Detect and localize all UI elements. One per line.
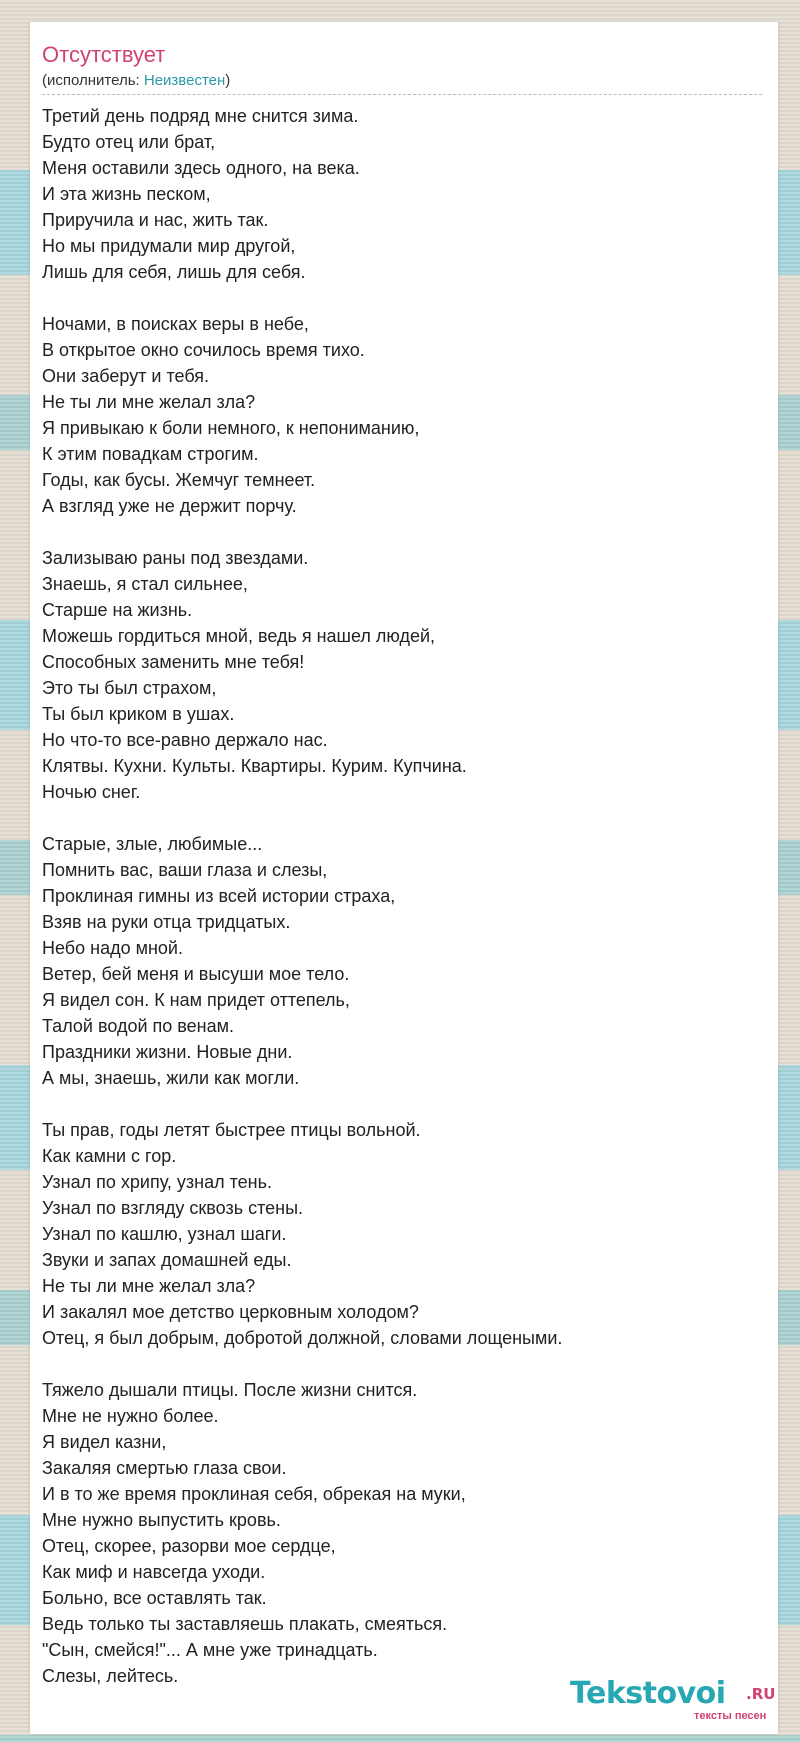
lyric-line: А взгляд уже не держит порчу. (42, 496, 297, 516)
artist-suffix: ) (225, 72, 231, 89)
lyric-line: Ты был криком в ушах. (42, 704, 235, 724)
lyric-line: Взяв на руки отца тридцатых. (42, 912, 291, 932)
lyric-line: Третий день подряд мне снится зима. (42, 106, 359, 126)
lyric-line: Я видел казни, (42, 1432, 167, 1452)
lyric-line: Но мы придумали мир другой, (42, 236, 296, 256)
stanza-gap (42, 1351, 762, 1377)
lyric-line: Мне нужно выпустить кровь. (42, 1510, 281, 1530)
lyric-line: Мне не нужно более. (42, 1406, 219, 1426)
stanza-gap (42, 519, 762, 545)
lyric-line: Это ты был страхом, (42, 678, 217, 698)
lyric-line: Я привыкаю к боли немного, к непониманию, (42, 418, 420, 438)
logo-name: Tekstovoi (570, 1676, 726, 1711)
lyric-line: Праздники жизни. Новые дни. (42, 1042, 293, 1062)
lyric-line: Проклиная гимны из всей истории страха, (42, 886, 396, 906)
lyric-line: А мы, знаешь, жили как могли. (42, 1068, 300, 1088)
lyric-line: Старые, злые, любимые... (42, 834, 263, 854)
lyric-line: Годы, как бусы. Жемчуг темнеет. (42, 470, 316, 490)
stanza-gap (42, 805, 762, 831)
lyric-line: Помнить вас, ваши глаза и слезы, (42, 860, 328, 880)
lyric-line: Я видел сон. К нам придет оттепель, (42, 990, 350, 1010)
lyric-line: Ветер, бей меня и высуши мое тело. (42, 964, 350, 984)
lyric-line: Будто отец или брат, (42, 132, 216, 152)
lyric-line: Можешь гордиться мной, ведь я нашел людей, (42, 626, 436, 646)
artist-line (42, 72, 230, 90)
lyric-line: Узнал по кашлю, узнал шаги. (42, 1224, 287, 1244)
lyric-line: Тяжело дышали птицы. После жизни снится. (42, 1380, 418, 1400)
lyric-line: Лишь для себя, лишь для себя. (42, 262, 306, 282)
lyric-line: Ты прав, годы летят быстрее птицы вольной. (42, 1120, 421, 1140)
lyric-line: Старше на жизнь. (42, 600, 193, 620)
song-title: Отсутствует (42, 42, 166, 67)
stanza-gap (42, 1091, 762, 1117)
lyric-line: Клятвы. Кухни. Культы. Квартиры. Курим. Купчина. (42, 756, 467, 776)
lyric-line: И эта жизнь песком, (42, 184, 211, 204)
lyric-line: Отец, я был добрым, добротой должной, словами лощеными. (42, 1328, 563, 1348)
logo-tagline: тексты песен (694, 1710, 767, 1722)
logo-tld: .RU (746, 1685, 776, 1703)
stanza-gap (42, 285, 762, 311)
lyric-line: Ночью снег. (42, 782, 141, 802)
lyric-line: Слезы, лейтесь. (42, 1666, 179, 1686)
lyric-line: "Сын, смейся!"... А мне уже тринадцать. (42, 1640, 378, 1660)
lyric-line: Не ты ли мне желал зла? (42, 392, 256, 412)
site-logo[interactable] (570, 1677, 780, 1725)
lyric-line: Как камни с гор. (42, 1146, 177, 1166)
lyric-line: И в то же время проклиная себя, обрекая на муки, (42, 1484, 466, 1504)
lyric-line: Узнал по взгляду сквозь стены. (42, 1198, 304, 1218)
lyric-line: Больно, все оставлять так. (42, 1588, 267, 1608)
lyric-line: Звуки и запах домашней еды. (42, 1250, 292, 1270)
artist-prefix: (исполнитель: (42, 72, 144, 89)
lyric-line: Талой водой по венам. (42, 1016, 234, 1036)
lyric-line: Способных заменить мне тебя! (42, 652, 305, 672)
lyric-line: Небо надо мной. (42, 938, 183, 958)
lyric-line: Приручила и нас, жить так. (42, 210, 269, 230)
lyrics-card (30, 22, 778, 1734)
lyric-line: Меня оставили здесь одного, на века. (42, 158, 360, 178)
lyric-line: В открытое окно сочилось время тихо. (42, 340, 365, 360)
lyric-line: Узнал по хрипу, узнал тень. (42, 1172, 272, 1192)
lyric-line: Знаешь, я стал сильнее, (42, 574, 248, 594)
artist-link[interactable]: Неизвестен (143, 72, 226, 89)
lyric-line: Закаляя смертью глаза свои. (42, 1458, 287, 1478)
lyric-line: Они заберут и тебя. (42, 366, 210, 386)
lyric-line: Ночами, в поисках веры в небе, (42, 314, 309, 334)
header-divider (42, 94, 762, 95)
lyrics-text (42, 103, 762, 1689)
lyric-line: И закалял мое детство церковным холодом? (42, 1302, 419, 1322)
lyric-line: Как миф и навсегда уходи. (42, 1562, 266, 1582)
lyric-line: Зализываю раны под звездами. (42, 548, 309, 568)
lyric-line: Ведь только ты заставляешь плакать, смеяться. (42, 1614, 448, 1634)
lyric-line: Отец, скорее, разорви мое сердце, (42, 1536, 336, 1556)
lyric-line: Но что-то все-равно держало нас. (42, 730, 328, 750)
lyric-line: К этим повадкам строгим. (42, 444, 259, 464)
lyric-line: Не ты ли мне желал зла? (42, 1276, 256, 1296)
